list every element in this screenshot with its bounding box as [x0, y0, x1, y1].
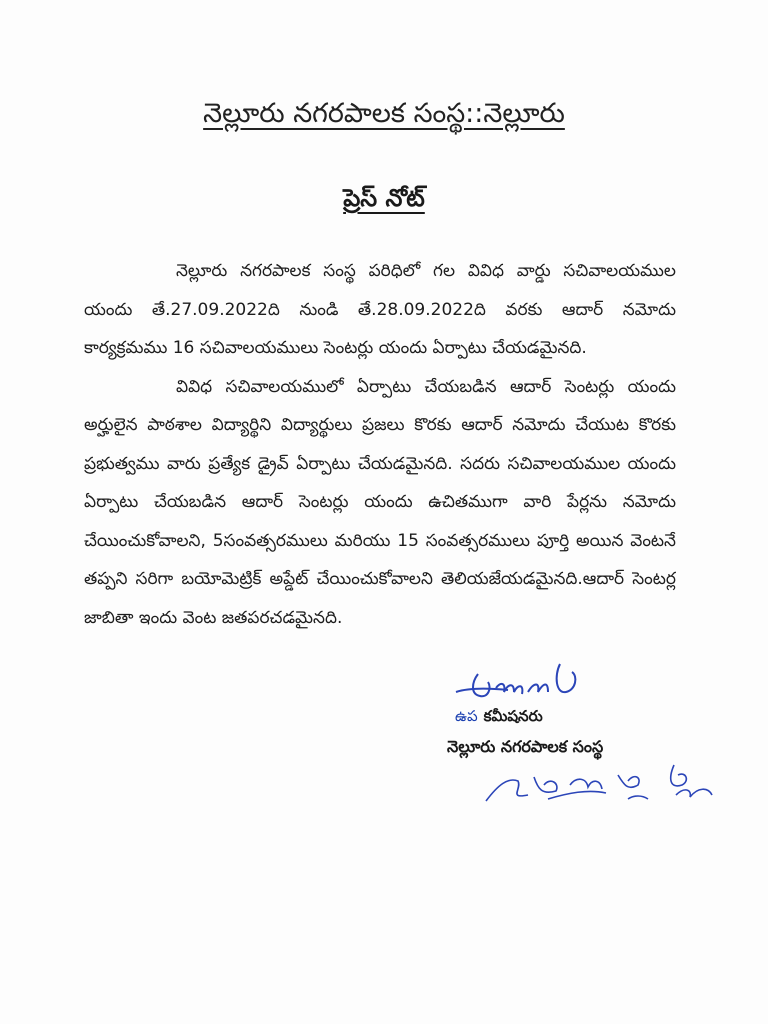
- signatory-prefix: ఉప: [455, 707, 478, 725]
- signatory-title: కమీషనరు: [483, 707, 543, 725]
- signatory-office: నెల్లూరు నగరపాలక సంస్థ: [447, 737, 604, 756]
- press-note-body: [84, 252, 676, 637]
- press-note-title: [0, 180, 768, 216]
- handwritten-initials: [478, 755, 728, 815]
- body-paragraph-1: నెల్లూరు నగరపాలక సంస్థ పరిధిలో గల వివిధ వార్డు సచివాలయముల యందు తే.27.09.2022ది నుండి తే.28.09.2022ది వరకు ఆదార్ నమోదు కార్యక్రమము 16 సచివాలయములు సెంటర్లు యందు ఏర్పాటు చేయడమైనది.: [84, 261, 676, 358]
- press-note-title-text: ప్రెస్ నోట్: [343, 184, 425, 212]
- handwritten-signature: [448, 652, 608, 712]
- organization-heading-text: నెల్లూరు నగరపాలక సంస్థ::నెల్లూరు: [203, 98, 565, 129]
- organization-heading: [0, 94, 768, 134]
- body-paragraph-2: వివిధ సచివాలయములో ఏర్పాటు చేయబడిన ఆదార్ సెంటర్లు యందు అర్హులైన పాఠశాల విద్యార్థిని విద్యార్థులు ప్రజలు కొరకు ఆదార్ నమోదు చేయుట కొరకు ప్రభుత్వము వారు ప్రత్యేక డ్రైవ్ ఏర్పాటు చేయడమైనది. సదరు సచివాలయముల యందు ఏర్పాటు చేయబడిన ఆదార్ సెంటర్లు యందు ఉచితముగా వారి పేర్లను నమోదు చేయించుకోవాలని, 5సంవత్సరములు మరియు 15 సంవత్సరములు పూర్తి అయిన వెంటనే తప్పని సరిగా బయోమెట్రిక్ అప్డేట్ చేయించుకోవాలని తెలియజేయడమైనది.ఆదార్ సెంటర్ల జాబితా ఇందు వెంట జతపరచడమైనది.: [84, 376, 676, 628]
- signatory-designation: [455, 704, 543, 728]
